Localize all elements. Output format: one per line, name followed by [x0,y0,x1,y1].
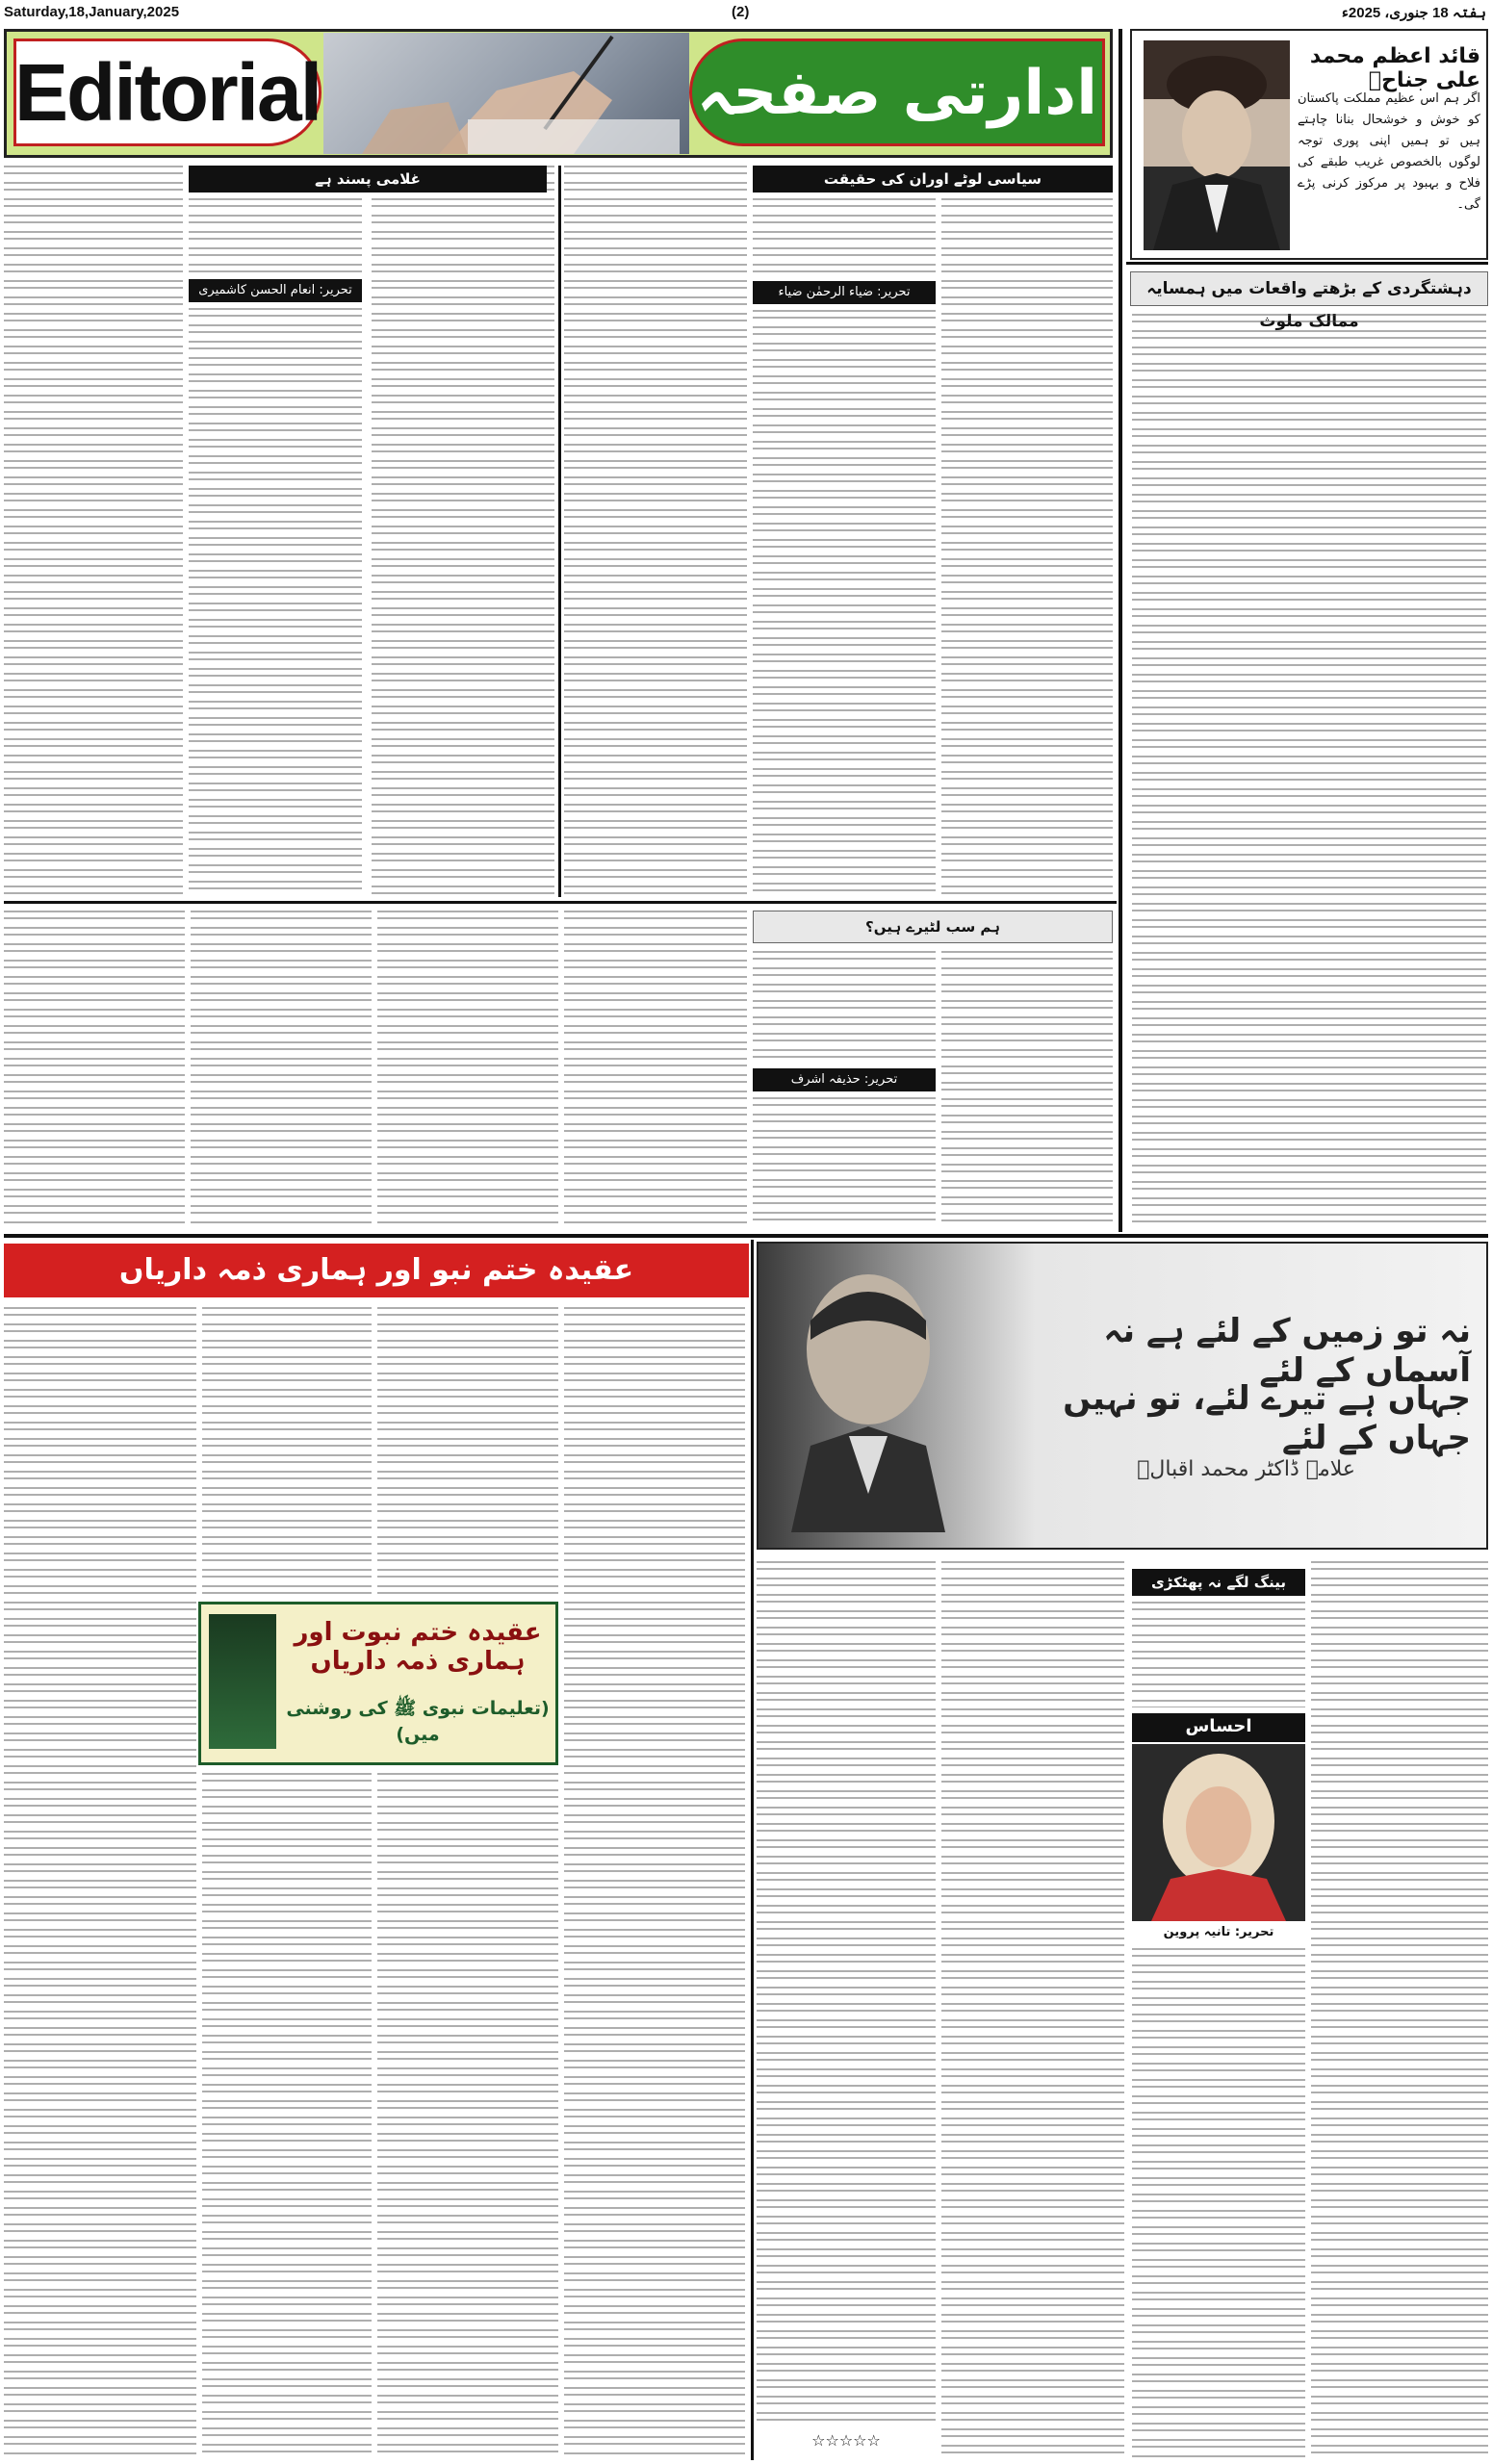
finality-body-col1 [564,1307,745,2458]
divider [558,166,561,897]
who-loots-body-col6 [4,911,185,1226]
column-body-col2b [1132,1948,1305,2458]
finality-body-col3a [202,1307,372,1596]
column-body-col2a [1132,1602,1305,1707]
slavery-byline: تحریر: انعام الحسن کاشمیری [189,279,362,302]
quaid-name: قائد اعظم محمد علی جناحؒ [1309,44,1480,92]
slavery-body-col2a [189,198,362,273]
divider [1119,29,1122,1232]
column-body-col1 [1311,1561,1488,2458]
divider [751,1240,754,2460]
author-photo [1132,1744,1305,1921]
politics-headline: سیاسی لوٹے اوران کی حقیقت [753,166,1113,192]
who-loots-body-col5 [191,911,372,1226]
iqbal-poet-name: علامہ ڈاکٹر محمد اقبالؒ [1137,1457,1355,1481]
iqbal-portrait [772,1263,965,1532]
writing-hand-image [323,33,689,154]
iqbal-verse-line1: نہ تو زمیں کے لئے ہے نہ آسماں کے لئے [1103,1312,1471,1390]
who-loots-byline: تحریر: حذیفہ اشرف [753,1068,936,1091]
politics-byline: تحریر: ضیاء الرحمٰن ضیاء [753,281,936,304]
quaid-quote: اگر ہم اس عظیم مملکت پاکستان کو خوش و خوشحال بنانا چاہتے ہیں تو ہمیں اپنی پوری توجہ لوگوں بالخصوص غریب طبقے کی فلاح و بہبود پر مرکوز کرنی پڑے گی۔ [1298,91,1480,212]
editorial-title-english: Editorial [13,38,322,146]
politics-body-col2a [753,198,936,275]
finality-headline: عقیدہ ختم نبو اور ہماری ذمہ داریاں [4,1244,749,1297]
promo-line1: عقیدہ ختم نبوت اور ہماری ذمہ داریاں [294,1618,542,1676]
finality-body-col4 [4,1307,196,2458]
column-byline: تحریر: تانیہ پروین [1163,1925,1274,1939]
finality-body-col2a [377,1307,558,1596]
slavery-body-col1 [372,166,554,895]
urdu-date: ہفتہ 18 جنوری، 2025ء [1341,5,1486,21]
column-name: احساس [1132,1713,1305,1742]
politics-body-col2b [753,310,936,895]
iqbal-verse-panel [757,1242,1488,1550]
who-loots-body-col3 [564,911,747,1226]
quran-image [209,1614,276,1749]
column-headline: بینگ لگے نہ پھٹکڑی [1132,1569,1305,1596]
page-number: (2) [732,4,750,20]
finality-body-col2b [377,1773,558,2458]
main-editorial-body [1132,314,1486,1228]
quaid-portrait [1144,40,1290,250]
divider [4,1234,1488,1238]
slavery-body-col2b [189,308,362,895]
who-loots-body-col2a [753,951,936,1063]
quaid-quote-box [1130,29,1488,260]
english-date: Saturday,18,January,2025 [4,4,180,20]
editorial-title-urdu: ادارتی صفحہ [689,38,1105,146]
end-stars: ☆☆☆☆☆ [811,2431,881,2450]
column-body-col4 [757,1561,936,2427]
finality-promo-image [198,1602,558,1765]
who-loots-body-col2b [753,1097,936,1226]
slavery-headline: غلامی پسند ہے [189,166,547,192]
politics-body-col3 [564,166,747,895]
who-loots-headline: ہم سب لٹیرے ہیں؟ [753,911,1113,943]
column-body-col3 [941,1561,1124,2458]
finality-body-col3b [202,1773,372,2458]
promo-line2: (تعلیمات نبوی ﷺ کی روشنی میں) [286,1698,550,1745]
who-loots-body-col1 [941,951,1113,1226]
divider [4,901,1117,904]
main-editorial-headline: دہشتگردی کے بڑھتے واقعات میں ہمسایہ ممالک ملوث [1130,271,1488,306]
who-loots-body-col4 [377,911,558,1226]
politics-body-col1 [941,198,1113,895]
divider [1126,262,1488,265]
iqbal-verse-line2: جہاں ہے تیرے لئے، تو نہیں جہاں کے لئے [1063,1379,1471,1457]
slavery-body-col3 [4,166,183,895]
